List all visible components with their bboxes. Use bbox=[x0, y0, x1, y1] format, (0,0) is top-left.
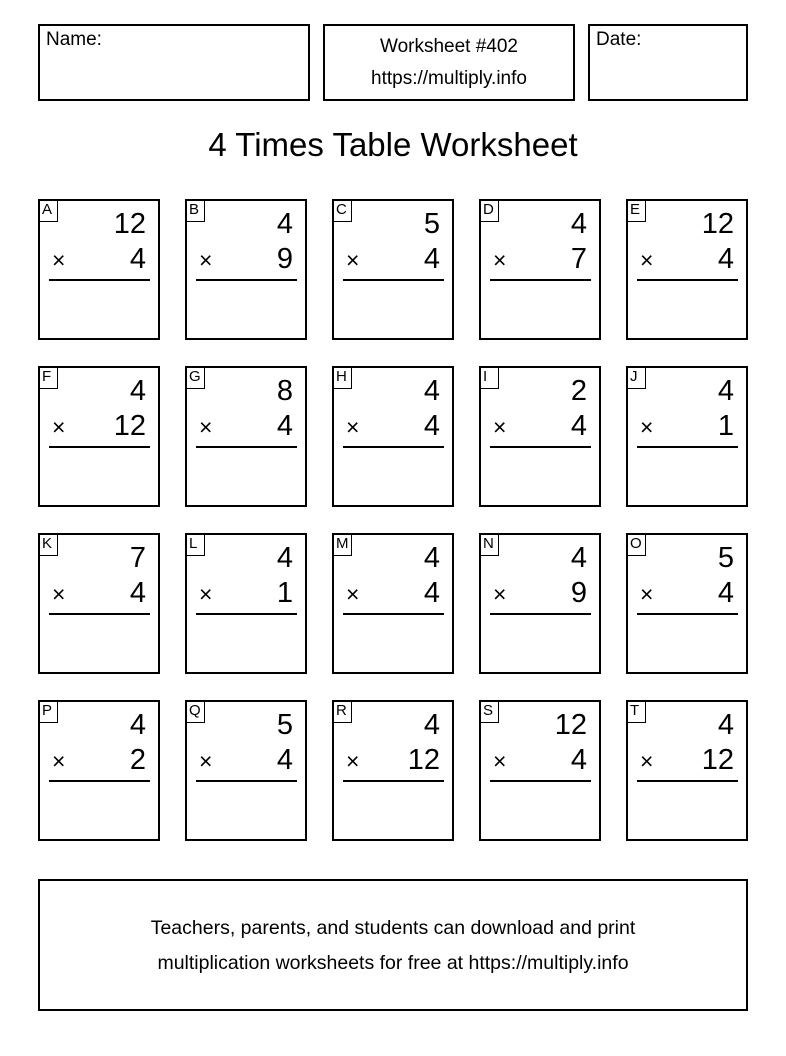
problem-top-number: 4 bbox=[276, 542, 293, 574]
problem-card[interactable] bbox=[185, 199, 307, 340]
problem-label: H bbox=[332, 366, 352, 389]
times-sign: × bbox=[493, 247, 507, 273]
problem-bottom-number: 4 bbox=[276, 410, 293, 442]
problem-top-number: 7 bbox=[129, 542, 146, 574]
problem-card[interactable] bbox=[185, 366, 307, 507]
problem-card[interactable] bbox=[38, 199, 160, 340]
problem-label: P bbox=[38, 700, 58, 723]
problem-top-number: 4 bbox=[129, 709, 146, 741]
problem-top-number: 4 bbox=[423, 709, 440, 741]
problem-bottom-number: 4 bbox=[423, 577, 440, 609]
answer-line bbox=[490, 613, 591, 615]
problem-label: T bbox=[626, 700, 646, 723]
problem-bottom-number: 4 bbox=[717, 243, 734, 275]
times-sign: × bbox=[346, 247, 360, 273]
problem-top-number: 4 bbox=[570, 542, 587, 574]
footer-box bbox=[38, 879, 748, 1011]
problem-card[interactable] bbox=[38, 366, 160, 507]
problem-card[interactable] bbox=[626, 199, 748, 340]
answer-line bbox=[637, 279, 738, 281]
problem-bottom-number: 2 bbox=[129, 744, 146, 776]
answer-line bbox=[49, 446, 150, 448]
problem-bottom-number: 4 bbox=[570, 410, 587, 442]
problem-card[interactable] bbox=[479, 533, 601, 674]
page-title: 4 Times Table Worksheet bbox=[208, 126, 578, 163]
worksheet-number: Worksheet #402 bbox=[379, 36, 518, 57]
problem-label: L bbox=[185, 533, 205, 556]
problem-label: F bbox=[38, 366, 58, 389]
problem-top-number: 4 bbox=[129, 375, 146, 407]
problem-top-number: 4 bbox=[423, 375, 440, 407]
problem-bottom-number: 4 bbox=[423, 410, 440, 442]
problem-bottom-number: 4 bbox=[570, 744, 587, 776]
times-sign: × bbox=[52, 414, 66, 440]
problem-label: M bbox=[332, 533, 352, 556]
problem-label: K bbox=[38, 533, 58, 556]
problem-bottom-number: 4 bbox=[423, 243, 440, 275]
problem-top-number: 8 bbox=[276, 375, 293, 407]
answer-line bbox=[637, 446, 738, 448]
problem-label: A bbox=[38, 199, 58, 222]
name-field[interactable] bbox=[38, 24, 310, 101]
problem-card[interactable] bbox=[185, 700, 307, 841]
problem-card[interactable] bbox=[626, 533, 748, 674]
problem-label: R bbox=[332, 700, 352, 723]
problem-card[interactable] bbox=[38, 533, 160, 674]
problem-label: N bbox=[479, 533, 499, 556]
answer-line bbox=[196, 279, 297, 281]
answer-line bbox=[49, 279, 150, 281]
times-sign: × bbox=[346, 748, 360, 774]
answer-line bbox=[196, 446, 297, 448]
problem-label: S bbox=[479, 700, 499, 723]
problem-label: E bbox=[626, 199, 646, 222]
problem-bottom-number: 4 bbox=[276, 744, 293, 776]
problem-top-number: 12 bbox=[554, 709, 587, 741]
answer-line bbox=[49, 780, 150, 782]
problem-bottom-number: 9 bbox=[276, 243, 293, 275]
problem-top-number: 4 bbox=[717, 375, 734, 407]
problem-label: C bbox=[332, 199, 352, 222]
answer-line bbox=[343, 279, 444, 281]
problem-top-number: 5 bbox=[276, 709, 293, 741]
problem-card[interactable] bbox=[332, 533, 454, 674]
times-sign: × bbox=[493, 748, 507, 774]
times-sign: × bbox=[199, 247, 213, 273]
problem-top-number: 12 bbox=[113, 208, 146, 240]
times-sign: × bbox=[640, 748, 654, 774]
problem-top-number: 4 bbox=[717, 709, 734, 741]
problem-bottom-number: 7 bbox=[570, 243, 587, 275]
answer-line bbox=[637, 613, 738, 615]
problem-top-number: 4 bbox=[276, 208, 293, 240]
problem-bottom-number: 12 bbox=[701, 744, 734, 776]
answer-line bbox=[343, 446, 444, 448]
problem-card[interactable] bbox=[38, 700, 160, 841]
problem-bottom-number: 9 bbox=[570, 577, 587, 609]
date-label: Date: bbox=[596, 29, 642, 50]
problem-card[interactable] bbox=[626, 700, 748, 841]
name-label: Name: bbox=[46, 29, 102, 50]
worksheet-info-box bbox=[323, 24, 575, 101]
answer-line bbox=[196, 613, 297, 615]
times-sign: × bbox=[199, 748, 213, 774]
times-sign: × bbox=[199, 414, 213, 440]
problem-card[interactable] bbox=[479, 199, 601, 340]
problem-card[interactable] bbox=[185, 533, 307, 674]
problem-top-number: 2 bbox=[570, 375, 587, 407]
times-sign: × bbox=[52, 581, 66, 607]
problem-bottom-number: 1 bbox=[276, 577, 293, 609]
problem-label: O bbox=[626, 533, 646, 556]
answer-line bbox=[343, 780, 444, 782]
times-sign: × bbox=[640, 414, 654, 440]
problem-card[interactable] bbox=[626, 366, 748, 507]
problem-top-number: 4 bbox=[570, 208, 587, 240]
times-sign: × bbox=[493, 581, 507, 607]
problem-top-number: 5 bbox=[717, 542, 734, 574]
times-sign: × bbox=[640, 581, 654, 607]
problem-card[interactable] bbox=[332, 700, 454, 841]
answer-line bbox=[490, 279, 591, 281]
times-sign: × bbox=[199, 581, 213, 607]
footer-line-1: Teachers, parents, and students can download and print bbox=[150, 917, 636, 939]
answer-line bbox=[490, 780, 591, 782]
answer-line bbox=[196, 780, 297, 782]
answer-line bbox=[490, 446, 591, 448]
date-field[interactable] bbox=[588, 24, 748, 101]
problem-card[interactable] bbox=[332, 199, 454, 340]
problem-bottom-number: 12 bbox=[407, 744, 440, 776]
times-sign: × bbox=[346, 414, 360, 440]
problem-top-number: 5 bbox=[423, 208, 440, 240]
problem-bottom-number: 1 bbox=[717, 410, 734, 442]
times-sign: × bbox=[346, 581, 360, 607]
times-sign: × bbox=[52, 748, 66, 774]
problem-card[interactable] bbox=[479, 366, 601, 507]
problem-label: G bbox=[185, 366, 205, 389]
problem-bottom-number: 4 bbox=[129, 243, 146, 275]
problem-label: D bbox=[479, 199, 499, 222]
problem-bottom-number: 4 bbox=[717, 577, 734, 609]
answer-line bbox=[637, 780, 738, 782]
answer-line bbox=[343, 613, 444, 615]
answer-line bbox=[49, 613, 150, 615]
problem-card[interactable] bbox=[479, 700, 601, 841]
problem-top-number: 4 bbox=[423, 542, 440, 574]
problem-label: Q bbox=[185, 700, 205, 723]
times-sign: × bbox=[493, 414, 507, 440]
worksheet-url: https://multiply.info bbox=[371, 68, 527, 89]
times-sign: × bbox=[52, 247, 66, 273]
problem-label: I bbox=[479, 366, 499, 389]
problem-bottom-number: 4 bbox=[129, 577, 146, 609]
problem-card[interactable] bbox=[332, 366, 454, 507]
problem-top-number: 12 bbox=[701, 208, 734, 240]
problem-bottom-number: 12 bbox=[113, 410, 146, 442]
times-sign: × bbox=[640, 247, 654, 273]
problem-label: J bbox=[626, 366, 646, 389]
problem-label: B bbox=[185, 199, 205, 222]
footer-line-2: multiplication worksheets for free at https://multiply.info bbox=[157, 952, 629, 974]
